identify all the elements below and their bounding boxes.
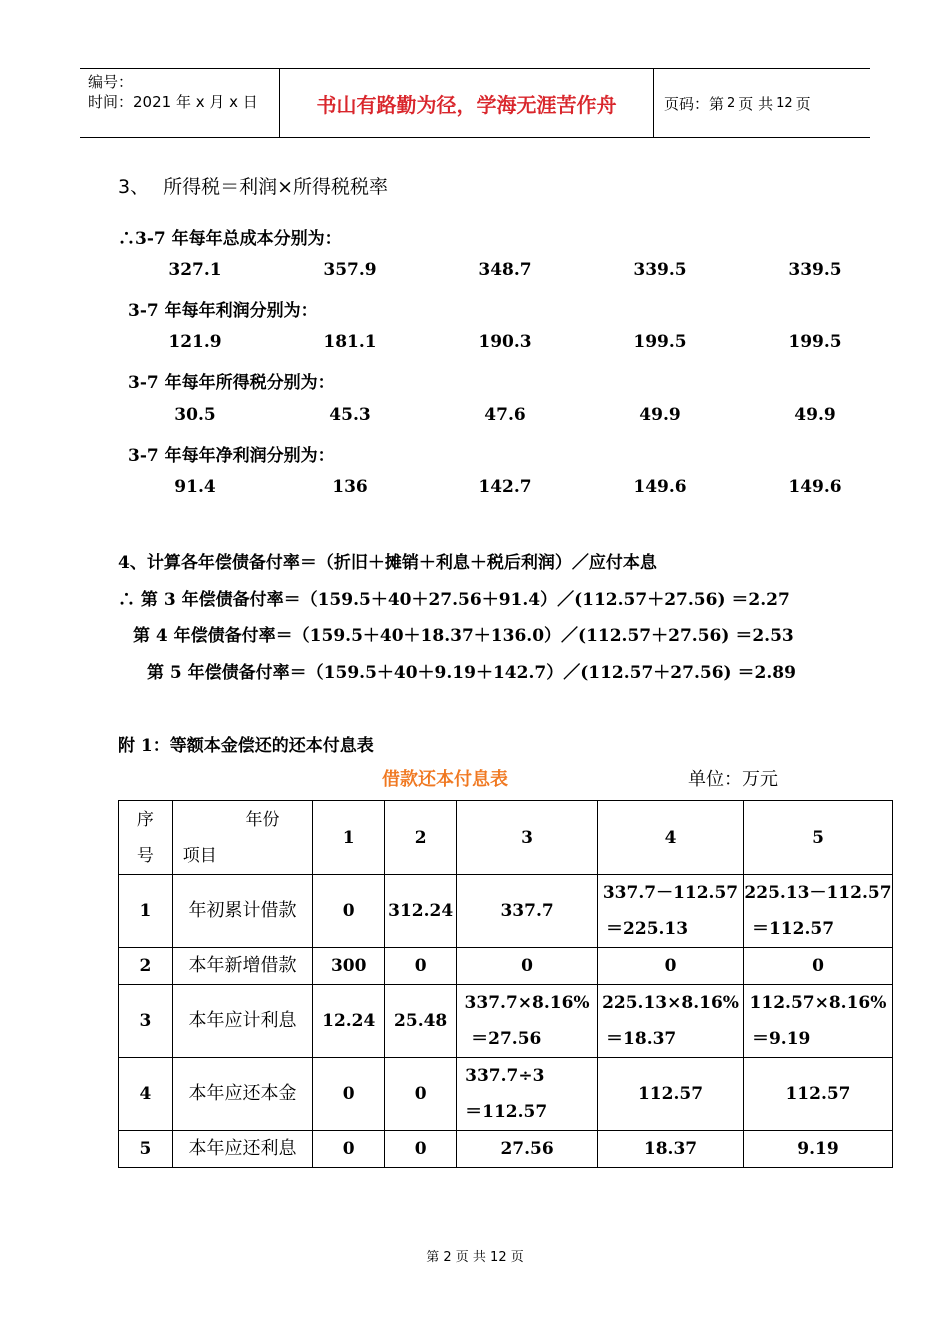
cost-label: ∴3-7 年每年总成本分别为： [118, 229, 342, 249]
cell: 337.7 [457, 875, 598, 948]
page-suffix: 页 [795, 94, 811, 113]
cost-value: 357.9 [323, 260, 377, 280]
cell: 27.56 [457, 1131, 598, 1168]
formula-result: ＝112.57 [751, 919, 835, 939]
cell: 0 [743, 948, 892, 985]
row-item: 本年应还利息 [172, 1131, 313, 1168]
page-prefix: 页码：第 [664, 94, 725, 113]
profit-value: 181.1 [323, 332, 377, 352]
section4-title: 4、计算各年偿债备付率＝（折旧＋摊销＋利息＋税后利润）／应付本息 [118, 553, 657, 573]
cell: 12.24 [313, 985, 385, 1058]
tax-value: 30.5 [174, 405, 216, 425]
cost-value: 339.5 [633, 260, 687, 280]
net-profit-label: 3-7 年每年净利润分别为： [128, 446, 335, 466]
section3-number: 3、 [118, 176, 150, 198]
cell: 112.57 [743, 1058, 892, 1131]
formula-cell [743, 985, 892, 1058]
page-mid: 页 共 [738, 94, 774, 113]
table-row [119, 1131, 893, 1168]
cell: 312.24 [385, 875, 457, 948]
cost-values-row [0, 260, 950, 284]
cell: 18.37 [598, 1131, 744, 1168]
net-profit-values-row [0, 477, 950, 501]
cost-value: 339.5 [788, 260, 842, 280]
cell: 0 [598, 948, 744, 985]
section4-year4: 第 4 年偿债备付率＝（159.5＋40＋18.37＋136.0）／(112.57＋27.56) ＝2.53 [133, 626, 794, 646]
cell: 300 [313, 948, 385, 985]
formula-result: ＝225.13 [606, 919, 689, 939]
page-number: 2 [727, 95, 736, 111]
section3-title: 所得税＝利润×所得税税率 [163, 176, 389, 198]
table-row [119, 948, 893, 985]
cost-value: 327.1 [168, 260, 222, 280]
cell: 25.48 [385, 985, 457, 1058]
header-year-1: 1 [313, 801, 385, 875]
loan-repayment-table [118, 800, 893, 1168]
table-row [119, 985, 893, 1058]
tax-value: 45.3 [329, 405, 371, 425]
header-year-2: 2 [385, 801, 457, 875]
section3-heading [118, 172, 388, 199]
cell: 0 [385, 948, 457, 985]
row-item: 本年应还本金 [172, 1058, 313, 1131]
document-time-label: 时间：2021 年 x 月 x 日 [88, 93, 258, 111]
profit-label: 3-7 年每年利润分别为： [128, 301, 318, 321]
tax-value: 47.6 [484, 405, 526, 425]
header-year-label: 年份 [245, 809, 280, 830]
header-year-4: 4 [598, 801, 744, 875]
formula-line: 225.13－112.57 [744, 883, 892, 903]
tax-value: 49.9 [794, 405, 836, 425]
profit-value: 121.9 [168, 332, 222, 352]
header-year-3: 3 [457, 801, 598, 875]
formula-line: 112.57×8.16% [749, 993, 887, 1013]
formula-cell [457, 1058, 598, 1131]
formula-line: 225.13×8.16% [602, 993, 739, 1013]
row-number: 3 [119, 985, 173, 1058]
formula-result: ＝112.57 [465, 1102, 548, 1122]
row-number: 5 [119, 1131, 173, 1168]
header-seq-bottom: 号 [136, 845, 154, 866]
formula-result: ＝18.37 [606, 1029, 677, 1049]
header-meta [80, 69, 280, 137]
cell: 0 [385, 1058, 457, 1131]
tax-label: 3-7 年每年所得税分别为： [128, 373, 335, 393]
formula-line: 337.7×8.16% [464, 993, 590, 1013]
page-header [80, 68, 870, 138]
header-year-5: 5 [743, 801, 892, 875]
formula-cell [743, 875, 892, 948]
table-unit: 单位：万元 [688, 769, 778, 790]
cell: 0 [313, 1058, 385, 1131]
net-profit-value: 136 [332, 477, 368, 497]
document-number-label: 编号： [88, 73, 134, 91]
formula-result: ＝9.19 [751, 1029, 811, 1049]
tax-value: 49.9 [639, 405, 681, 425]
appendix-title: 附 1：等额本金偿还的还本付息表 [118, 736, 374, 756]
formula-cell [598, 985, 744, 1058]
cell: 0 [457, 948, 598, 985]
formula-line: 337.7－112.57 [602, 883, 739, 903]
cell: 0 [385, 1131, 457, 1168]
header-seq-cell [119, 801, 173, 875]
header-motto: 书山有路勤为径，学海无涯苦作舟 [280, 69, 654, 137]
row-item: 本年新增借款 [172, 948, 313, 985]
row-number: 2 [119, 948, 173, 985]
row-number: 1 [119, 875, 173, 948]
net-profit-value: 142.7 [478, 477, 532, 497]
row-number: 4 [119, 1058, 173, 1131]
profit-value: 199.5 [788, 332, 842, 352]
header-year-item-cell [172, 801, 313, 875]
cost-value: 348.7 [478, 260, 532, 280]
header-page-info [654, 69, 870, 137]
header-item-label: 项目 [182, 845, 217, 866]
profit-value: 199.5 [633, 332, 687, 352]
net-profit-value: 149.6 [633, 477, 687, 497]
formula-cell [598, 875, 744, 948]
net-profit-value: 149.6 [788, 477, 842, 497]
formula-result: ＝27.56 [471, 1029, 542, 1049]
table-title: 借款还本付息表 [382, 769, 508, 790]
cell: 0 [313, 1131, 385, 1168]
formula-line: 337.7÷3 [465, 1066, 545, 1086]
profit-values-row [0, 332, 950, 356]
row-item: 本年应计利息 [172, 985, 313, 1058]
table-header-row [119, 801, 893, 875]
cell: 9.19 [743, 1131, 892, 1168]
cell: 112.57 [598, 1058, 744, 1131]
page-footer: 第 2 页 共 12 页 [426, 1250, 524, 1265]
cell: 0 [313, 875, 385, 948]
table-row [119, 875, 893, 948]
section4-year3: ∴ 第 3 年偿债备付率＝（159.5＋40＋27.56＋91.4）／(112.57＋27.56) ＝2.27 [118, 590, 790, 610]
row-item: 年初累计借款 [172, 875, 313, 948]
formula-cell [457, 985, 598, 1058]
profit-value: 190.3 [478, 332, 532, 352]
table-row [119, 1058, 893, 1131]
tax-values-row [0, 405, 950, 429]
page-total: 12 [776, 95, 793, 111]
net-profit-value: 91.4 [174, 477, 216, 497]
header-seq-top: 序 [136, 809, 154, 830]
section4-year5: 第 5 年偿债备付率＝（159.5＋40＋9.19＋142.7）／(112.57＋27.56) ＝2.89 [147, 663, 796, 683]
